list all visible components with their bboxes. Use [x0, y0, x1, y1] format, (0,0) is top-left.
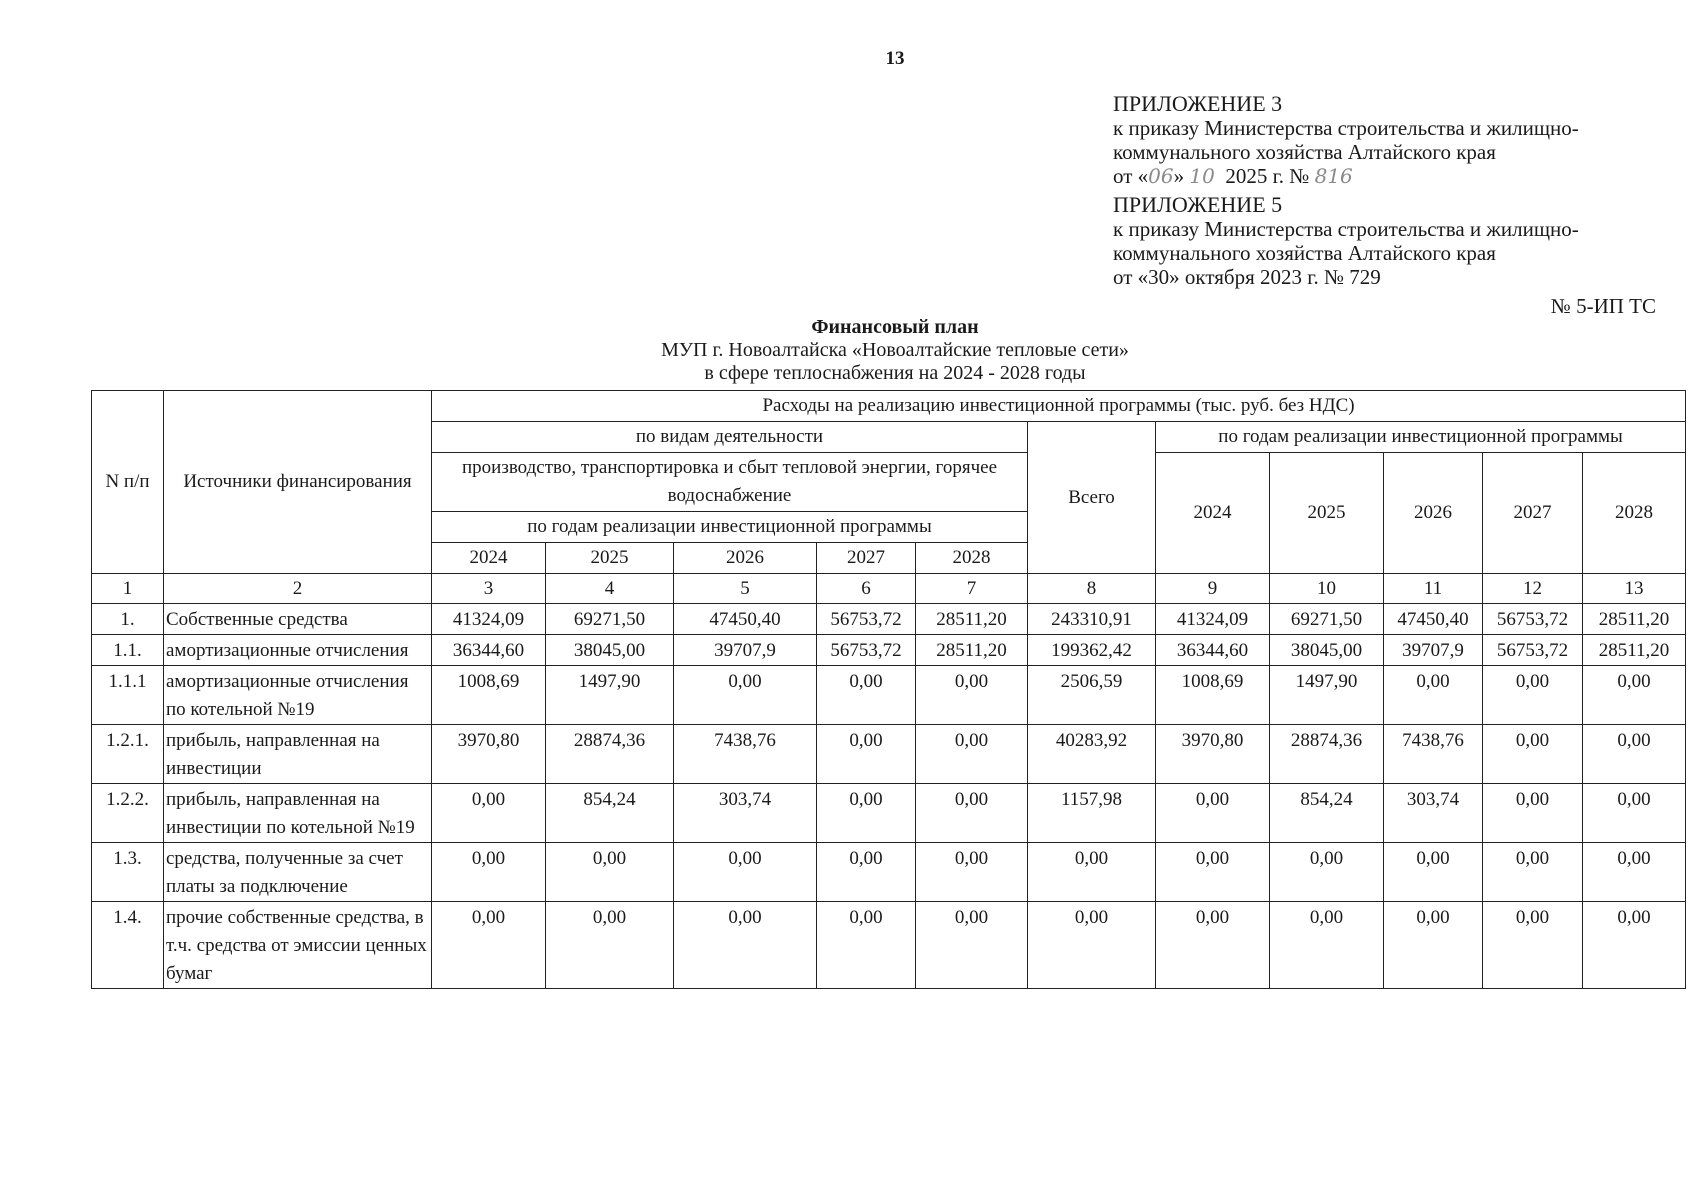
column-number: 11 — [1384, 574, 1483, 604]
row-value: 0,00 — [1384, 843, 1483, 902]
header-year: 2028 — [916, 543, 1028, 574]
header-year-right: 2028 — [1583, 453, 1686, 574]
row-value: 0,00 — [1384, 902, 1483, 989]
header-source: Источники финансирования — [164, 391, 432, 574]
row-value: 56753,72 — [1483, 604, 1583, 635]
row-value: 243310,91 — [1028, 604, 1156, 635]
table-row — [92, 725, 1686, 784]
row-source: амортизационные отчисления по котельной №19 — [164, 666, 432, 725]
row-value: 1008,69 — [1156, 666, 1270, 725]
row-value: 2506,59 — [1028, 666, 1156, 725]
row-value: 3970,80 — [432, 725, 546, 784]
column-number-row — [92, 574, 1686, 604]
date-year-no: 2025 г. № — [1225, 164, 1310, 188]
row-value: 0,00 — [916, 902, 1028, 989]
document-subtitle-org: МУП г. Новоалтайска «Новоалтайские тепловые сети» — [661, 339, 1129, 361]
appendix-previous-line1: к приказу Министерства строительства и жилищно- — [1113, 217, 1579, 241]
row-value: 303,74 — [1384, 784, 1483, 843]
row-value: 0,00 — [432, 784, 546, 843]
table-row — [92, 784, 1686, 843]
row-value: 41324,09 — [1156, 604, 1270, 635]
row-value: 0,00 — [1156, 843, 1270, 902]
column-number: 13 — [1583, 574, 1686, 604]
header-year: 2024 — [432, 543, 546, 574]
appendix-previous-line3: от «30» октября 2023 г. № 729 — [1113, 265, 1381, 289]
row-value: 854,24 — [546, 784, 674, 843]
title-block — [0, 316, 1697, 385]
row-value: 69271,50 — [546, 604, 674, 635]
row-value: 0,00 — [1156, 784, 1270, 843]
row-value: 0,00 — [1270, 843, 1384, 902]
row-value: 39707,9 — [1384, 635, 1483, 666]
appendix-previous-heading: ПРИЛОЖЕНИЕ 5 — [1113, 192, 1283, 217]
appendix-current-line1: к приказу Министерства строительства и жилищно- — [1113, 116, 1579, 140]
row-value: 0,00 — [916, 666, 1028, 725]
table-row — [92, 843, 1686, 902]
page-number: 13 — [885, 48, 905, 69]
row-value: 0,00 — [1483, 725, 1583, 784]
row-number: 1.1. — [92, 635, 164, 666]
row-value: 0,00 — [1483, 902, 1583, 989]
row-value: 28511,20 — [916, 604, 1028, 635]
header-year: 2025 — [546, 543, 674, 574]
row-value: 28511,20 — [1583, 635, 1686, 666]
row-value: 0,00 — [674, 902, 817, 989]
row-number: 1. — [92, 604, 164, 635]
row-value: 0,00 — [817, 843, 916, 902]
table-row — [92, 902, 1686, 989]
row-value: 0,00 — [817, 725, 916, 784]
row-value: 28511,20 — [916, 635, 1028, 666]
header-expenses: Расходы на реализацию инвестиционной программы (тыс. руб. без НДС) — [432, 391, 1686, 422]
appendix-current-header — [1113, 92, 1579, 188]
row-value: 0,00 — [1583, 666, 1686, 725]
row-value: 1497,90 — [1270, 666, 1384, 725]
row-source: прибыль, направленная на инвестиции — [164, 725, 432, 784]
column-number: 7 — [916, 574, 1028, 604]
row-value: 0,00 — [817, 902, 916, 989]
row-value: 1008,69 — [432, 666, 546, 725]
header-year-right: 2027 — [1483, 453, 1583, 574]
header-activity-name: производство, транспортировка и сбыт тепловой энергии, горячее водоснабжение — [432, 453, 1028, 512]
row-value: 38045,00 — [1270, 635, 1384, 666]
row-value: 0,00 — [817, 666, 916, 725]
handwritten-day: 06 — [1148, 164, 1174, 188]
header-year: 2027 — [817, 543, 916, 574]
appendix-current-date-line — [1113, 164, 1579, 188]
row-value: 69271,50 — [1270, 604, 1384, 635]
row-value: 0,00 — [432, 843, 546, 902]
row-value: 0,00 — [1583, 902, 1686, 989]
appendix-previous-line2: коммунального хозяйства Алтайского края — [1113, 241, 1496, 265]
row-value: 0,00 — [432, 902, 546, 989]
table-row — [92, 666, 1686, 725]
document-title: Финансовый план — [811, 316, 979, 338]
row-value: 1497,90 — [546, 666, 674, 725]
form-number: № 5-ИП ТС — [1550, 294, 1656, 318]
row-number: 1.2.2. — [92, 784, 164, 843]
appendix-previous-header — [1113, 193, 1579, 289]
date-prefix: от « — [1113, 164, 1149, 188]
row-source: амортизационные отчисления — [164, 635, 432, 666]
row-value: 0,00 — [546, 843, 674, 902]
row-value: 0,00 — [916, 784, 1028, 843]
row-value: 28511,20 — [1583, 604, 1686, 635]
row-value: 28874,36 — [1270, 725, 1384, 784]
row-value: 56753,72 — [1483, 635, 1583, 666]
date-mid: » — [1173, 164, 1185, 188]
row-value: 0,00 — [1483, 843, 1583, 902]
row-source: прочие собственные средства, в т.ч. средства от эмиссии ценных бумаг — [164, 902, 432, 989]
row-value: 40283,92 — [1028, 725, 1156, 784]
row-value: 56753,72 — [817, 635, 916, 666]
row-value: 0,00 — [1384, 666, 1483, 725]
row-value: 0,00 — [546, 902, 674, 989]
column-number: 2 — [164, 574, 432, 604]
row-value: 0,00 — [1270, 902, 1384, 989]
header-year: 2026 — [674, 543, 817, 574]
row-value: 0,00 — [1583, 784, 1686, 843]
row-value: 28874,36 — [546, 725, 674, 784]
row-number: 1.4. — [92, 902, 164, 989]
column-number: 8 — [1028, 574, 1156, 604]
table-row — [92, 635, 1686, 666]
row-value: 39707,9 — [674, 635, 817, 666]
header-row-number: N п/п — [92, 391, 164, 574]
row-source: Собственные средства — [164, 604, 432, 635]
row-value: 0,00 — [1028, 902, 1156, 989]
row-value: 7438,76 — [1384, 725, 1483, 784]
row-value: 0,00 — [1583, 843, 1686, 902]
row-value: 0,00 — [674, 666, 817, 725]
header-year-right: 2026 — [1384, 453, 1483, 574]
header-by-activity: по видам деятельности — [432, 422, 1028, 453]
column-number: 9 — [1156, 574, 1270, 604]
handwritten-order-number: 816 — [1314, 164, 1353, 188]
row-value: 0,00 — [674, 843, 817, 902]
row-value: 41324,09 — [432, 604, 546, 635]
row-value: 36344,60 — [1156, 635, 1270, 666]
row-value: 854,24 — [1270, 784, 1384, 843]
appendix-current-heading: ПРИЛОЖЕНИЕ 3 — [1113, 91, 1283, 116]
row-value: 0,00 — [1483, 666, 1583, 725]
row-value: 0,00 — [1583, 725, 1686, 784]
row-value: 36344,60 — [432, 635, 546, 666]
row-number: 1.3. — [92, 843, 164, 902]
header-year-right: 2025 — [1270, 453, 1384, 574]
header-year-right: 2024 — [1156, 453, 1270, 574]
column-number: 10 — [1270, 574, 1384, 604]
row-value: 1157,98 — [1028, 784, 1156, 843]
financial-plan-table — [91, 390, 1686, 989]
row-value: 7438,76 — [674, 725, 817, 784]
row-value: 0,00 — [1483, 784, 1583, 843]
header-by-years-right: по годам реализации инвестиционной программы — [1156, 422, 1686, 453]
table-row — [92, 604, 1686, 635]
column-number: 6 — [817, 574, 916, 604]
header-total: Всего — [1028, 422, 1156, 574]
row-number: 1.1.1 — [92, 666, 164, 725]
row-value: 0,00 — [916, 725, 1028, 784]
handwritten-month: 10 — [1189, 164, 1215, 188]
column-number: 4 — [546, 574, 674, 604]
column-number: 3 — [432, 574, 546, 604]
row-value: 38045,00 — [546, 635, 674, 666]
row-source: средства, полученные за счет платы за подключение — [164, 843, 432, 902]
row-number: 1.2.1. — [92, 725, 164, 784]
header-by-years: по годам реализации инвестиционной программы — [432, 512, 1028, 543]
document-subtitle-period: в сфере теплоснабжения на 2024 - 2028 годы — [704, 362, 1086, 384]
column-number: 5 — [674, 574, 817, 604]
row-value: 47450,40 — [1384, 604, 1483, 635]
row-value: 303,74 — [674, 784, 817, 843]
row-value: 0,00 — [916, 843, 1028, 902]
row-value: 0,00 — [1156, 902, 1270, 989]
row-value: 47450,40 — [674, 604, 817, 635]
row-value: 56753,72 — [817, 604, 916, 635]
row-value: 0,00 — [817, 784, 916, 843]
row-value: 3970,80 — [1156, 725, 1270, 784]
column-number: 12 — [1483, 574, 1583, 604]
row-source: прибыль, направленная на инвестиции по котельной №19 — [164, 784, 432, 843]
row-value: 0,00 — [1028, 843, 1156, 902]
appendix-current-line2: коммунального хозяйства Алтайского края — [1113, 140, 1496, 164]
row-value: 199362,42 — [1028, 635, 1156, 666]
column-number: 1 — [92, 574, 164, 604]
